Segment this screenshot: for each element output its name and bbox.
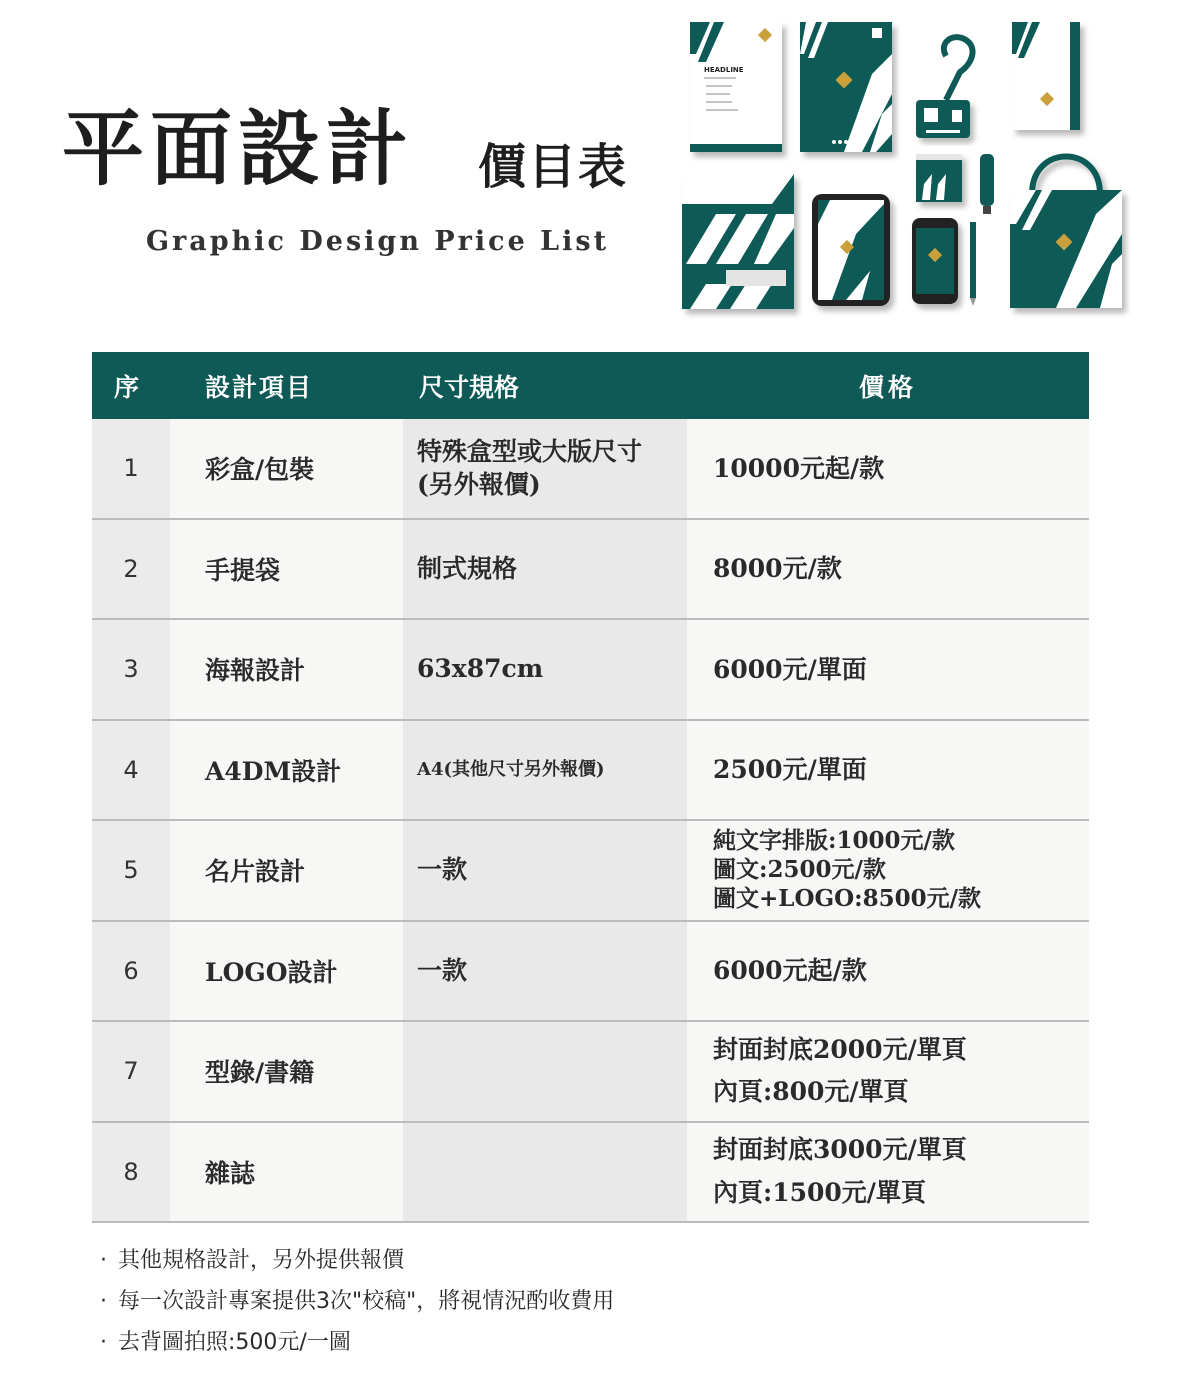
row-spec: 制式規格 <box>403 520 687 619</box>
row-price <box>687 419 1089 518</box>
table-row <box>92 419 1089 520</box>
row-price <box>687 520 1089 619</box>
row-price <box>687 1022 1089 1121</box>
row-spec <box>403 419 687 518</box>
note-bullet: · <box>100 1330 107 1355</box>
pen-mockup <box>970 222 976 306</box>
row-number: 6 <box>92 922 170 1021</box>
letterhead-mockup <box>690 22 782 152</box>
row-item: A4DM設計 <box>170 721 403 820</box>
id-badge-mockup <box>916 37 973 138</box>
row-price <box>687 922 1089 1021</box>
note-text: 每一次設計專案提供3次"校稿"，將視情況酌收費用 <box>118 1289 615 1314</box>
row-price-line: 6000元/單面 <box>713 654 867 684</box>
phone-mockup <box>912 218 958 304</box>
note-bullet: · <box>100 1289 107 1314</box>
row-price-line: 內頁:800元/單頁 <box>713 1077 909 1107</box>
row-number: 4 <box>92 721 170 820</box>
notebook-mockup <box>1012 22 1080 130</box>
row-price-line: 純文字排版:1000元/款 <box>713 827 955 855</box>
header-size-spec: 尺寸規格 <box>419 372 520 402</box>
pouch-mockup <box>916 154 962 202</box>
row-price-line: 圖文+LOGO:8500元/款 <box>713 884 982 912</box>
row-price <box>687 821 1089 920</box>
row-item: 海報設計 <box>170 620 403 719</box>
row-price-line: 封面封底2000元/單頁 <box>713 1034 967 1064</box>
row-price-line: 封面封底3000元/單頁 <box>713 1135 967 1165</box>
note-text: 其他規格設計，另外提供報價 <box>118 1248 405 1273</box>
row-price <box>687 721 1089 820</box>
envelope-mockup <box>682 174 794 309</box>
row-item: LOGO設計 <box>170 922 403 1021</box>
row-spec-line: 特殊盒型或大版尺寸 <box>417 436 643 466</box>
page-title: 平面設計 <box>62 101 415 197</box>
shopping-bag-mockup <box>1010 157 1122 309</box>
row-item: 雜誌 <box>170 1123 403 1222</box>
row-number: 8 <box>92 1123 170 1222</box>
row-price-line: 2500元/單面 <box>713 755 867 785</box>
row-number: 5 <box>92 821 170 920</box>
stationery-mockup-illustration <box>676 14 1146 324</box>
row-item: 手提袋 <box>170 520 403 619</box>
table-row <box>92 1123 1089 1224</box>
row-spec <box>403 1022 687 1121</box>
row-price-line: 6000元起/款 <box>713 956 867 986</box>
row-item: 名片設計 <box>170 821 403 920</box>
row-spec: 一款 <box>403 922 687 1021</box>
row-item: 彩盒/包裝 <box>170 419 403 518</box>
header-price: 價格 <box>858 372 917 402</box>
row-price-line: 8000元/款 <box>713 554 842 584</box>
row-spec-line: (另外報價) <box>417 470 541 500</box>
row-spec <box>403 1123 687 1222</box>
header-number: 序 <box>114 372 140 402</box>
notes-list <box>100 1246 614 1369</box>
row-price-line: 內頁:1500元/單頁 <box>713 1177 926 1207</box>
table-row <box>92 620 1089 721</box>
row-number: 3 <box>92 620 170 719</box>
row-number: 2 <box>92 520 170 619</box>
row-spec: 一款 <box>403 821 687 920</box>
note-item <box>100 1287 614 1328</box>
table-row <box>92 520 1089 621</box>
flyer-mockup <box>800 22 892 152</box>
page-title-suffix: 價目表 <box>478 139 629 195</box>
row-number: 1 <box>92 419 170 518</box>
header-design-item: 設計項目 <box>205 372 314 402</box>
note-item <box>100 1246 614 1287</box>
table-row <box>92 721 1089 822</box>
row-price <box>687 620 1089 719</box>
page-subtitle-english: Graphic Design Price List <box>146 226 610 257</box>
poster-headline: HEADLINE <box>704 66 744 74</box>
row-spec: A4(其他尺寸另外報價) <box>403 721 687 820</box>
row-spec: 63x87cm <box>403 620 687 719</box>
row-number: 7 <box>92 1022 170 1121</box>
usb-drive-mockup <box>980 154 994 214</box>
row-price <box>687 1123 1089 1222</box>
row-price-line: 10000元起/款 <box>713 453 885 483</box>
note-text: 去背圖拍照:500元/一圖 <box>118 1330 351 1355</box>
note-bullet: · <box>100 1248 107 1273</box>
table-row <box>92 1022 1089 1123</box>
table-row <box>92 922 1089 1023</box>
table-header <box>92 352 1089 419</box>
table-row <box>92 821 1089 922</box>
tablet-mockup <box>812 194 890 306</box>
note-item <box>100 1328 614 1369</box>
price-table <box>92 352 1089 1223</box>
row-item: 型錄/書籍 <box>170 1022 403 1121</box>
row-price-line: 圖文:2500元/款 <box>713 855 886 883</box>
